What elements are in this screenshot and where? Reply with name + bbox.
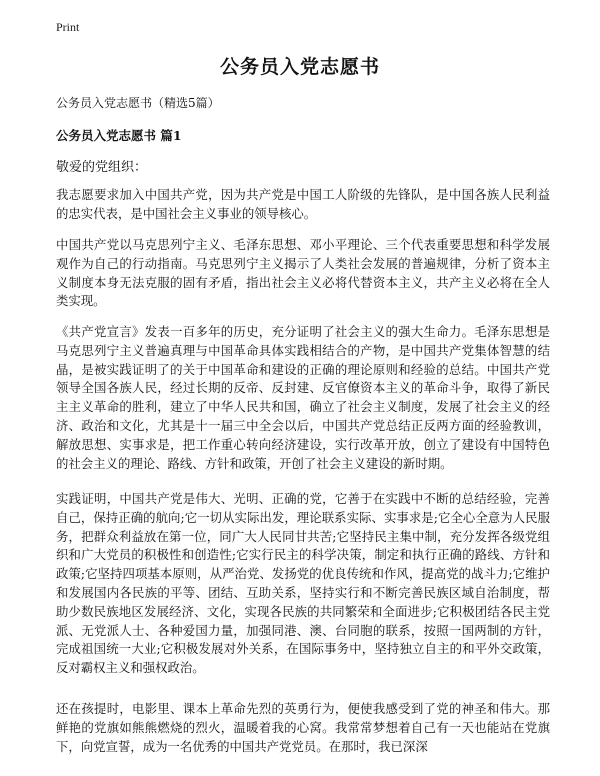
document-title: 公务员入党志愿书 xyxy=(219,56,380,78)
print-link[interactable]: Print xyxy=(56,20,80,34)
paragraph: 我志愿要求加入中国共产党，因为共产党是中国工人阶级的先锋队，是中国各族人民利益的忠实代表，是中国社会主义事业的领导核心。 xyxy=(56,187,550,221)
paragraph: 实践证明，中国共产党是伟大、光明、正确的党，它善于在实践中不断的总结经验，完善自己，保持正确的航向;它一切从实际出发，理论联系实际、实事求是;它全心全意为人民服务，把群众利益放在第一位，同广大人民同甘共苦;它坚持民主集中制，充分发挥各级党组织和广大党员的积极性和创造性;它实行民主的科学决策，制定和执行正确的路线、方针和政策;它坚持四项基本原则，从严治党、发扬党的优良传统和作风，提高党的战斗力;它维护和发展国内各民族的平等、团结、互助关系，坚持实行和不断完善民族区域自治制度，帮助少数民族地区发展经济、文化，实现各民族的共同繁荣和全面进步;它积极团结各民主党派、无党派人士、各种爱国力量，加强同港、澳、台同胞的联系，按照一国两制的方针，完成祖国统一大业;它积极发展对外关系，在国际事务中，坚持独立自主的和平外交政策，反对霸权主义和强权政治。 xyxy=(56,491,550,676)
paragraph: 《共产党宣言》发表一百多年的历史，充分证明了社会主义的强大生命力。毛泽东思想是马克思列宁主义普遍真理与中国革命具体实践相结合的产物，是中国共产党集体智慧的结晶，是被实践证明了的关于中国革命和建设的正确的理论原则和经验的总结。中国共产党领导全国各族人民，经过长期的反帝、反封建、反官僚资本主义的革命斗争，取得了新民主主义革命的胜利，建立了中华人民共和国，确立了社会主义制度，发展了社会主义的经济、政治和文化，尤其是十一届三中全会以后，中国共产党总结正反两方面的经验教训，解放思想、实事求是，把工作重心转向经济建设，实行改革开放，创立了建设有中国特色的社会主义的理论、路线、方针和政策，开创了社会主义建设的新时期。 xyxy=(56,324,550,471)
paragraph: 中国共产党以马克思列宁主义、毛泽东思想、邓小平理论、三个代表重要思想和科学发展观作为自己的行动指南。马克思列宁主义揭示了人类社会发展的普遍规律，分析了资本主义制度本身无法克服的固有矛盾，指出社会主义必将代替资本主义，共产主义必将在全人类实现。 xyxy=(56,237,550,309)
section-heading: 公务员入党志愿书 篇1 xyxy=(56,128,182,143)
greeting: 敬爱的党组织： xyxy=(56,160,148,175)
document-subtitle: 公务员入党志愿书（精选5篇） xyxy=(56,96,220,110)
paragraph: 还在孩提时，电影里、课本上革命先烈的英勇行为，便使我感受到了党的神圣和伟大。那鲜艳的党旗如熊熊燃烧的烈火，温暖着我的心窝。我常常梦想着自己有一天也能站在党旗下，向党宣誓，成为一名优秀的中国共产党党员。在那时，我已深深 xyxy=(56,701,550,754)
